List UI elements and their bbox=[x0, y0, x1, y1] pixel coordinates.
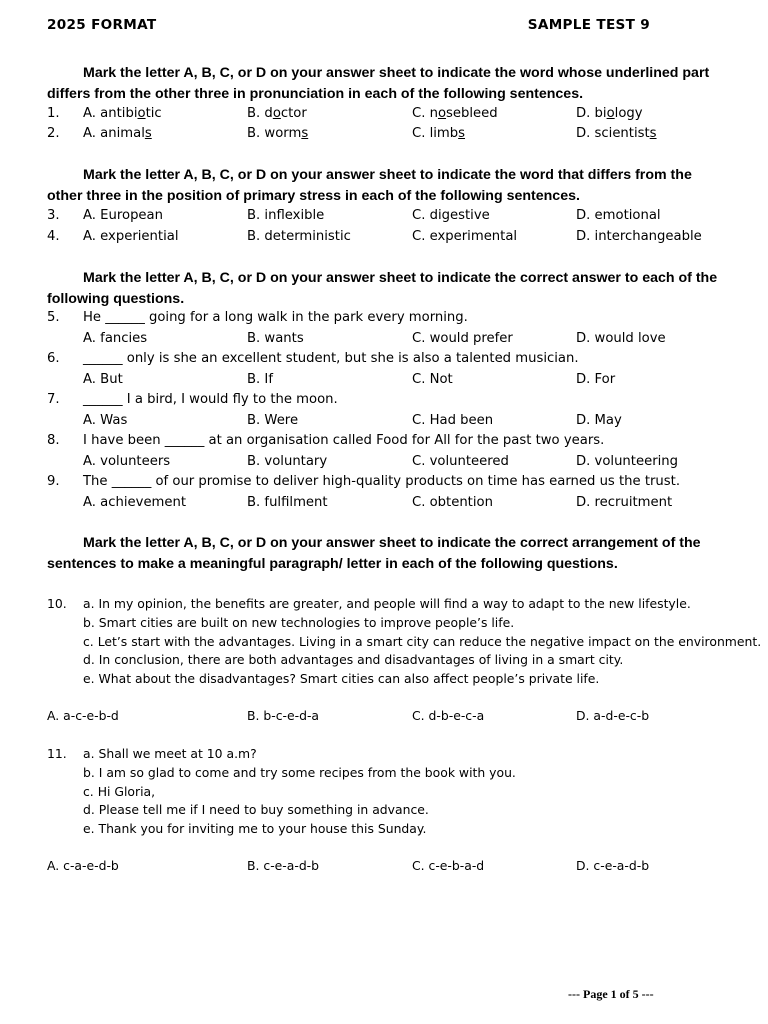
question-stem: I have been ______ at an organisation called Food for All for the past two years. bbox=[83, 433, 605, 448]
option-a[interactable]: A. c-a-e-d-b bbox=[47, 858, 119, 873]
option-a[interactable]: A. achievement bbox=[83, 495, 187, 510]
instruction-grammar: Mark the letter A, B, C, or D on your answer sheet to indicate the correct answer to each of the following questions. bbox=[47, 270, 718, 307]
underlined-sound: s bbox=[649, 126, 657, 141]
option-b[interactable]: B. Were bbox=[247, 413, 299, 428]
underlined-sound: o bbox=[606, 106, 615, 121]
sentence-a: a. In my opinion, the benefits are greater, and people will find a way to adapt to the new lifestyle. bbox=[83, 596, 691, 611]
sentence-d: d. Please tell me if I need to buy something in advance. bbox=[83, 802, 429, 818]
underlined-sound: o bbox=[272, 106, 281, 121]
option-b[interactable]: B. voluntary bbox=[247, 454, 328, 469]
underlined-sound: s bbox=[301, 126, 309, 141]
option-a[interactable]: A. antibiotic bbox=[83, 106, 162, 121]
option-d[interactable]: D. biology bbox=[576, 106, 643, 121]
option-c[interactable]: C. d-b-e-c-a bbox=[412, 708, 485, 723]
option-c[interactable]: C. Not bbox=[412, 372, 453, 387]
option-c[interactable]: C. would prefer bbox=[412, 331, 513, 346]
question-number: 8. bbox=[47, 433, 60, 448]
option-a[interactable]: A. Was bbox=[83, 413, 128, 428]
option-c[interactable]: C. limbs bbox=[412, 126, 466, 141]
question-stem: He ______ going for a long walk in the park every morning. bbox=[83, 310, 468, 325]
question-number: 11. bbox=[47, 746, 67, 761]
sentence-e: e. Thank you for inviting me to your house this Sunday. bbox=[83, 821, 427, 837]
instruction-pronunciation: Mark the letter A, B, C, or D on your answer sheet to indicate the word whose underlined part differs from the other three in pronunciation in each of the following sentences. bbox=[47, 65, 710, 102]
option-d[interactable]: D. a-d-e-c-b bbox=[576, 708, 650, 723]
option-a[interactable]: A. fancies bbox=[83, 331, 148, 346]
question-stem: The ______ of our promise to deliver high-quality products on time has earned us the trust. bbox=[83, 474, 681, 489]
arrangement-sentences-10 bbox=[83, 595, 761, 689]
option-d[interactable]: D. volunteering bbox=[576, 454, 679, 469]
sentence-b: b. I am so glad to come and try some recipes from the book with you. bbox=[83, 764, 516, 780]
question-stem: ______ only is she an excellent student, but she is also a talented musician. bbox=[83, 351, 579, 366]
arrangement-sentences-11 bbox=[83, 745, 516, 839]
question-number: 1. bbox=[47, 106, 60, 121]
option-b[interactable]: B. doctor bbox=[247, 106, 307, 121]
sentence-d: d. In conclusion, there are both advantages and disadvantages of living in a smart city. bbox=[83, 652, 624, 668]
option-c[interactable]: C. digestive bbox=[412, 208, 490, 223]
question-number: 9. bbox=[47, 474, 60, 489]
sentence-a: a. Shall we meet at 10 a.m? bbox=[83, 746, 257, 761]
option-a[interactable]: A. a-c-e-b-d bbox=[47, 708, 119, 723]
option-a[interactable]: A. But bbox=[83, 372, 123, 387]
option-d[interactable]: D. recruitment bbox=[576, 495, 673, 510]
option-d[interactable]: D. May bbox=[576, 413, 622, 428]
sentence-e: e. What about the disadvantages? Smart cities can also affect people’s private life. bbox=[83, 671, 600, 687]
option-a[interactable]: A. volunteers bbox=[83, 454, 171, 469]
test-label: SAMPLE TEST 9 bbox=[527, 17, 650, 33]
question-number: 3. bbox=[47, 208, 60, 223]
option-c[interactable]: C. Had been bbox=[412, 413, 494, 428]
option-d[interactable]: D. would love bbox=[576, 331, 666, 346]
underlined-sound: s bbox=[144, 126, 152, 141]
question-number: 7. bbox=[47, 392, 60, 407]
question-number: 6. bbox=[47, 351, 60, 366]
page-header bbox=[47, 17, 650, 37]
option-b[interactable]: B. wants bbox=[247, 331, 304, 346]
option-b[interactable]: B. worms bbox=[247, 126, 309, 141]
option-a[interactable]: A. animals bbox=[83, 126, 152, 141]
option-d[interactable]: D. emotional bbox=[576, 208, 661, 223]
question-number: 10. bbox=[47, 596, 67, 611]
option-d[interactable]: D. interchangeable bbox=[576, 229, 702, 244]
question-number: 4. bbox=[47, 229, 60, 244]
option-c[interactable]: C. nosebleed bbox=[412, 106, 498, 121]
option-b[interactable]: B. deterministic bbox=[247, 229, 351, 244]
underlined-sound: o bbox=[137, 106, 146, 121]
instruction-arrangement: Mark the letter A, B, C, or D on your answer sheet to indicate the correct arrangement of the sentences to make a meaningful paragraph/ letter in each of the following questions. bbox=[47, 535, 701, 572]
option-c[interactable]: C. obtention bbox=[412, 495, 493, 510]
underlined-sound: s bbox=[458, 126, 466, 141]
sentence-b: b. Smart cities are built on new technologies to improve people’s life. bbox=[83, 614, 515, 630]
instruction-stress: Mark the letter A, B, C, or D on your answer sheet to indicate the word that differs from the other three in the position of primary stress in each of the following sentences. bbox=[47, 167, 692, 204]
page-number: --- Page 1 of 5 --- bbox=[568, 987, 654, 1001]
question-stem: ______ I a bird, I would fly to the moon. bbox=[83, 392, 338, 407]
underlined-sound: o bbox=[437, 106, 447, 121]
option-c[interactable]: C. volunteered bbox=[412, 454, 509, 469]
option-b[interactable]: B. inflexible bbox=[247, 208, 325, 223]
option-d[interactable]: D. scientists bbox=[576, 126, 657, 141]
sentence-c: c. Let’s start with the advantages. Living in a smart city can reduce the negative impact on the environment. bbox=[83, 633, 762, 649]
sentence-c: c. Hi Gloria, bbox=[83, 783, 156, 799]
option-b[interactable]: B. b-c-e-d-a bbox=[247, 708, 320, 723]
option-a[interactable]: A. European bbox=[83, 208, 163, 223]
option-c[interactable]: C. c-e-b-a-d bbox=[412, 858, 485, 873]
option-c[interactable]: C. experimental bbox=[412, 229, 518, 244]
option-d[interactable]: D. For bbox=[576, 372, 616, 387]
option-b[interactable]: B. fulfilment bbox=[247, 495, 328, 510]
question-number: 5. bbox=[47, 310, 60, 325]
option-a[interactable]: A. experiential bbox=[83, 229, 179, 244]
option-b[interactable]: B. If bbox=[247, 372, 273, 387]
question-number: 2. bbox=[47, 126, 60, 141]
format-label: 2025 FORMAT bbox=[47, 17, 157, 33]
option-b[interactable]: B. c-e-a-d-b bbox=[247, 858, 320, 873]
option-d[interactable]: D. c-e-a-d-b bbox=[576, 858, 650, 873]
